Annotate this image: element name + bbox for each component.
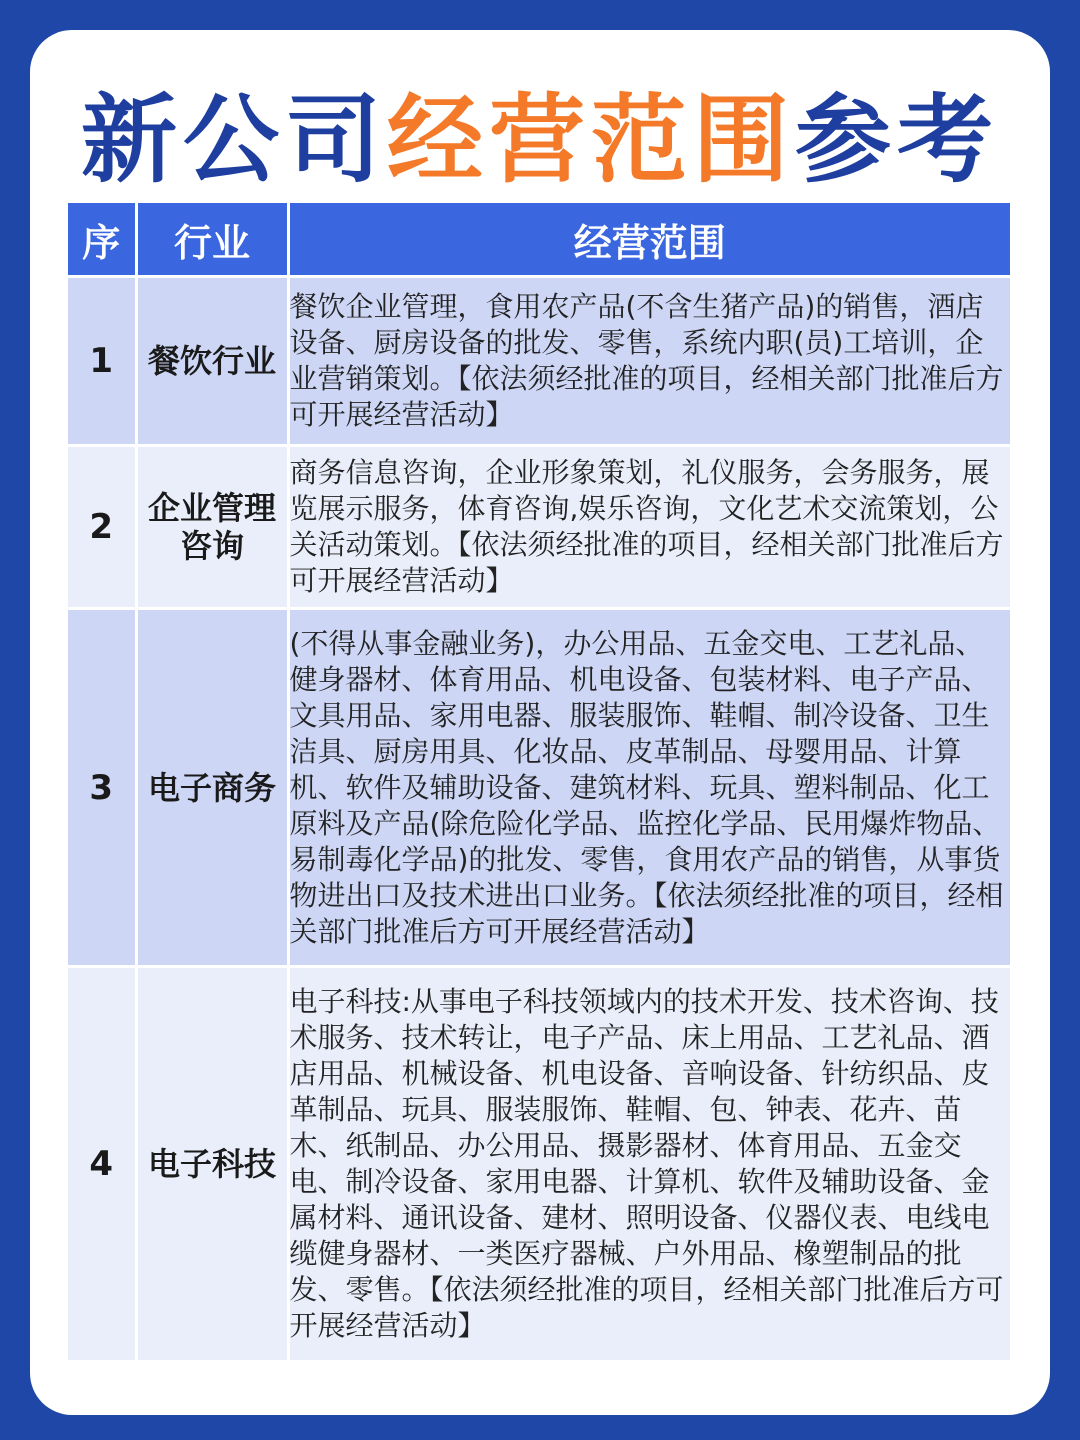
title-part-1: 新公司: [81, 84, 387, 196]
row-industry: 电子商务: [136, 609, 288, 967]
table-row: [68, 967, 1010, 1361]
row-industry: 餐饮行业: [136, 277, 288, 446]
title-part-2: 经营范围: [387, 84, 795, 196]
row-scope: 商务信息咨询，企业形象策划，礼仪服务，会务服务，展览展示服务，体育咨询,娱乐咨询，文化艺术交流策划，公关活动策划。【依法须经批准的项目，经相关部门批准后方可开展经营活动】: [288, 446, 1010, 609]
row-number: 2: [68, 446, 136, 609]
business-scope-table: [68, 203, 1010, 1360]
row-number: 3: [68, 609, 136, 967]
header-industry: 行业: [136, 203, 288, 277]
page-title: [0, 85, 1080, 195]
table-header-row: [68, 203, 1010, 277]
table-row: [68, 446, 1010, 609]
table-row: [68, 277, 1010, 446]
row-industry: 企业管理咨询: [136, 446, 288, 609]
row-number: 1: [68, 277, 136, 446]
table-row: [68, 609, 1010, 967]
row-industry: 电子科技: [136, 967, 288, 1361]
row-scope: (不得从事金融业务)，办公用品、五金交电、工艺礼品、健身器材、体育用品、机电设备、包装材料、电子产品、文具用品、家用电器、服装服饰、鞋帽、制冷设备、卫生洁具、厨房用具、化妆品、皮革制品、母婴用品、计算机、软件及辅助设备、建筑材料、玩具、塑料制品、化工原料及产品(除危险化学品、监控化学品、民用爆炸物品、易制毒化学品)的批发、零售，食用农产品的销售，从事货物进出口及技术进出口业务。【依法须经批准的项目，经相关部门批准后方可开展经营活动】: [288, 609, 1010, 967]
header-no: 序: [68, 203, 136, 277]
header-scope: 经营范围: [288, 203, 1010, 277]
row-scope: 电子科技:从事电子科技领域内的技术开发、技术咨询、技术服务、技术转让，电子产品、床上用品、工艺礼品、酒店用品、机械设备、机电设备、音响设备、针纺织品、皮革制品、玩具、服装服饰、鞋帽、包、钟表、花卉、苗木、纸制品、办公用品、摄影器材、体育用品、五金交电、制冷设备、家用电器、计算机、软件及辅助设备、金属材料、通讯设备、建材、照明设备、仪器仪表、电线电缆健身器材、一类医疗器械、户外用品、橡塑制品的批发、零售。【依法须经批准的项目，经相关部门批准后方可开展经营活动】: [288, 967, 1010, 1361]
row-number: 4: [68, 967, 136, 1361]
row-scope: 餐饮企业管理，食用农产品(不含生猪产品)的销售，酒店设备、厨房设备的批发、零售，系统内职(员)工培训，企业营销策划。【依法须经批准的项目，经相关部门批准后方可开展经营活动】: [288, 277, 1010, 446]
title-part-3: 参考: [795, 84, 999, 196]
